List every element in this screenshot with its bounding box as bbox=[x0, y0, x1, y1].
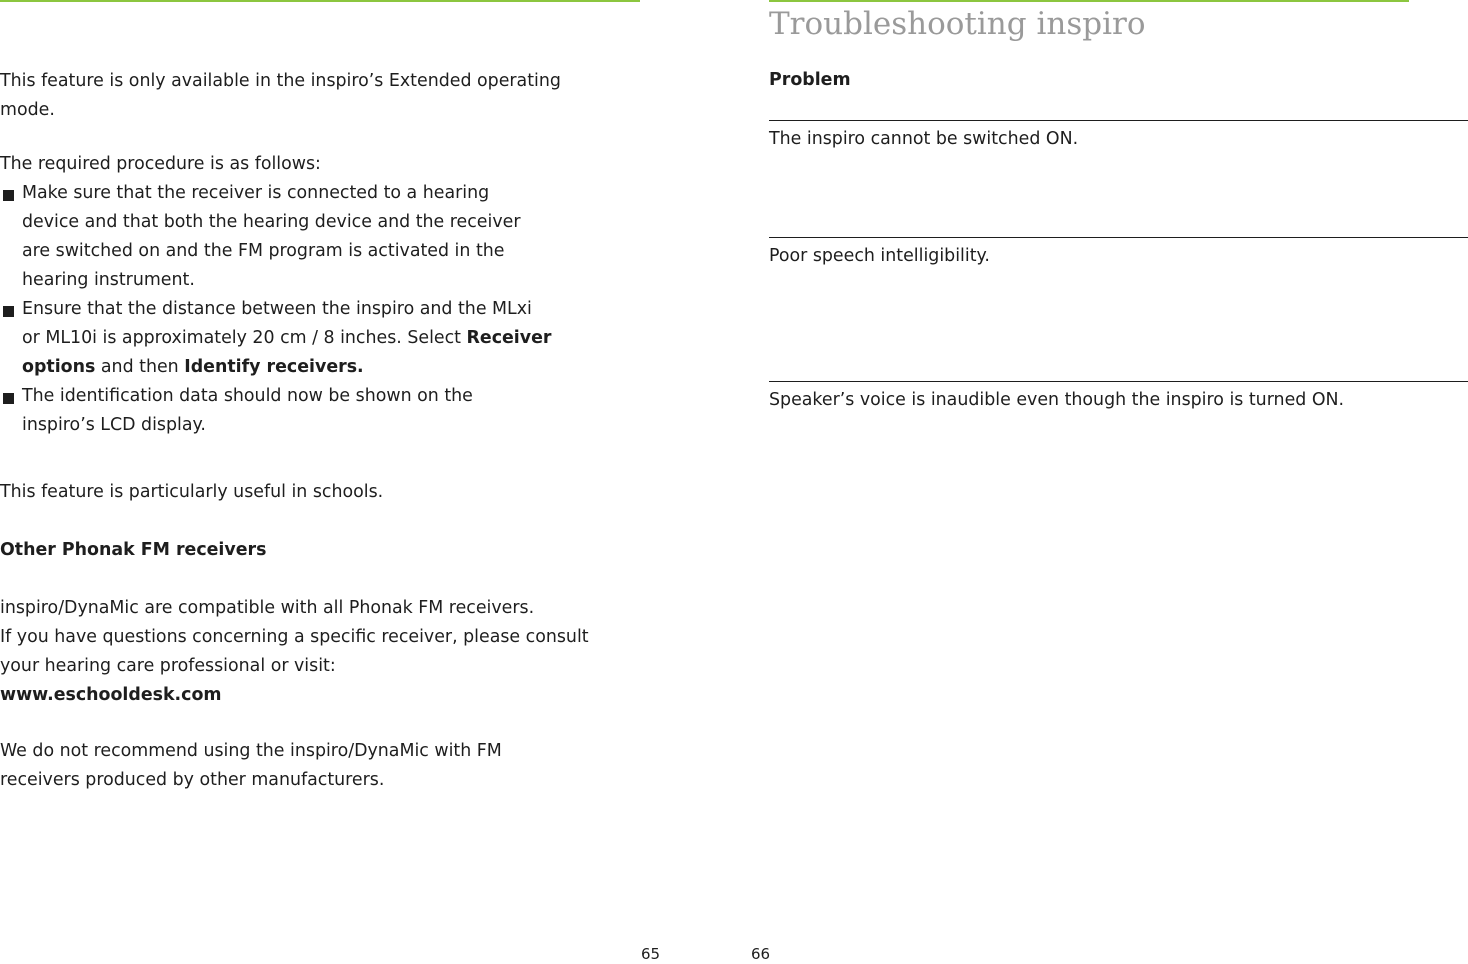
compatibility-paragraph bbox=[0, 594, 645, 710]
step-2-line-1: Ensure that the distance between the inspiro and the MLxi bbox=[22, 299, 532, 319]
step-1-line-3: are switched on and the FM program is activated in the bbox=[22, 241, 505, 261]
menu-term-identify-receivers: Identify receivers. bbox=[184, 357, 364, 377]
procedure-step-1 bbox=[0, 179, 645, 295]
section-heading: Other Phonak FM receivers bbox=[0, 540, 267, 560]
intro-line-1: This feature is only available in the inspiro’s Extended operating bbox=[0, 71, 561, 91]
procedure-step-3 bbox=[0, 382, 645, 440]
square-bullet-icon bbox=[3, 190, 14, 201]
page-number-left: 65 bbox=[641, 945, 661, 963]
page-number-right: 66 bbox=[751, 945, 771, 963]
square-bullet-icon bbox=[3, 306, 14, 317]
step-3-line-1: The identification data should now be shown on the bbox=[22, 386, 473, 406]
intro-line-2: mode. bbox=[0, 100, 55, 120]
problem-row: The inspiro cannot be switched ON. bbox=[769, 120, 1468, 154]
step-2-line-2-text: or ML10i is approximately 20 cm / 8 inches. Select bbox=[22, 328, 467, 348]
procedure-section bbox=[0, 150, 645, 440]
top-accent-rule-right bbox=[769, 0, 1409, 2]
intro-paragraph bbox=[0, 67, 645, 125]
step-1-line-4: hearing instrument. bbox=[22, 270, 195, 290]
step-1-line-1: Make sure that the receiver is connected to a hearing bbox=[22, 183, 490, 203]
step-2-line-3-text: and then bbox=[95, 357, 185, 377]
problem-column-header: Problem bbox=[769, 70, 851, 90]
problem-row: Poor speech intelligibility. bbox=[769, 237, 1468, 271]
compat-line-2: If you have questions concerning a specific receiver, please consult bbox=[0, 627, 589, 647]
procedure-title: The required procedure is as follows: bbox=[0, 154, 321, 174]
website-link[interactable]: www.eschooldesk.com bbox=[0, 685, 222, 705]
recommend-line-1: We do not recommend using the inspiro/DynaMic with FM bbox=[0, 741, 502, 761]
menu-term-options: options bbox=[22, 357, 96, 377]
step-2-line-2 bbox=[22, 324, 645, 353]
step-3-line-2: inspiro’s LCD display. bbox=[22, 415, 206, 435]
step-1-line-2: device and that both the hearing device and the receiver bbox=[22, 212, 521, 232]
compat-line-3: your hearing care professional or visit: bbox=[0, 656, 336, 676]
procedure-steps bbox=[0, 179, 645, 440]
problem-row: Speaker’s voice is inaudible even though the inspiro is turned ON. bbox=[769, 381, 1468, 415]
recommendation-paragraph bbox=[0, 737, 645, 795]
compat-line-1: inspiro/DynaMic are compatible with all Phonak FM receivers. bbox=[0, 598, 535, 618]
recommend-line-2: receivers produced by other manufacturers. bbox=[0, 770, 385, 790]
square-bullet-icon bbox=[3, 393, 14, 404]
top-accent-rule-left bbox=[0, 0, 640, 2]
page-title: Troubleshooting inspiro bbox=[769, 6, 1146, 42]
step-2-line-3 bbox=[22, 353, 645, 382]
schools-note: This feature is particularly useful in schools. bbox=[0, 482, 384, 502]
menu-term-receiver: Receiver bbox=[466, 328, 552, 348]
procedure-step-2 bbox=[0, 295, 645, 382]
